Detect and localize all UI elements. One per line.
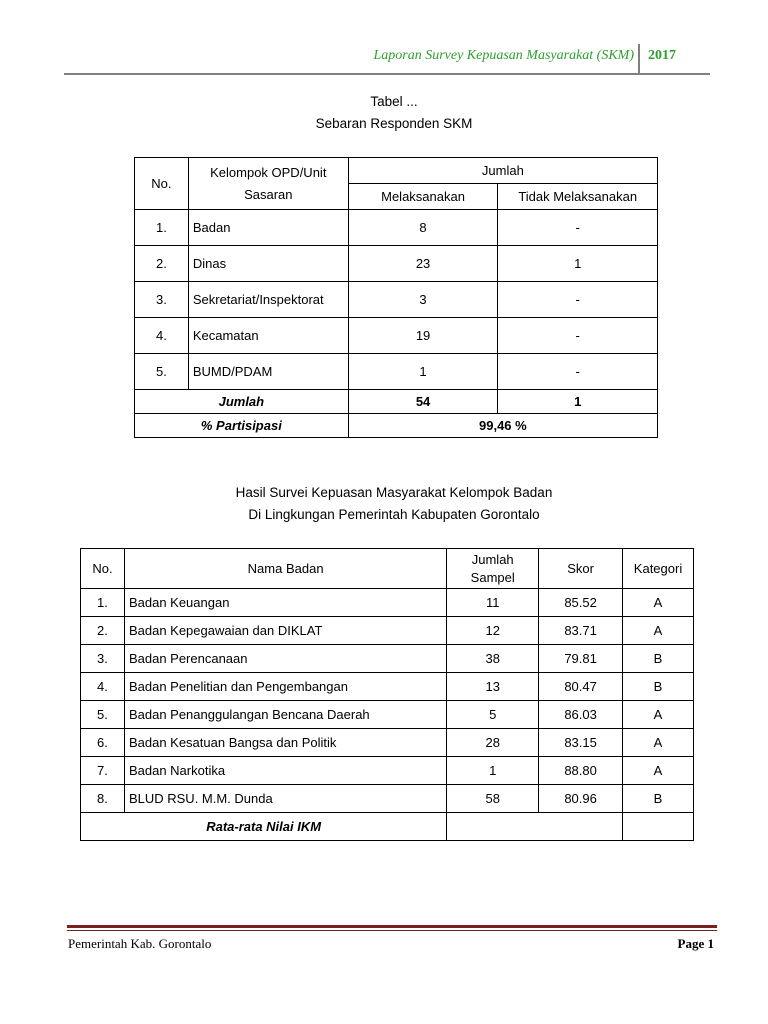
table-row [81, 757, 694, 785]
t2-skor: 80.47 [539, 673, 623, 701]
t1-total-label: Jumlah [135, 390, 349, 414]
t1-tidak: - [498, 318, 658, 354]
t2-skor: 79.81 [539, 645, 623, 673]
t2-sampel: 28 [447, 729, 539, 757]
table-row [81, 673, 694, 701]
t1-melaksanakan: 3 [348, 282, 498, 318]
t2-rata-label: Rata-rata Nilai IKM [81, 813, 447, 841]
t1-no: 1. [135, 210, 189, 246]
t2-sampel: 1 [447, 757, 539, 785]
t1-header-group: Kelompok OPD/Unit Sasaran [188, 158, 348, 210]
t1-partisipasi-value: 99,46 % [348, 414, 657, 438]
t1-melaksanakan: 19 [348, 318, 498, 354]
t2-kategori: B [623, 785, 694, 813]
t1-total-tidak: 1 [498, 390, 658, 414]
footer-page-number: Page 1 [677, 936, 714, 951]
t1-name: BUMD/PDAM [188, 354, 348, 390]
table2-caption-line1: Hasil Survei Kepuasan Masyarakat Kelompok Badan [235, 485, 553, 500]
header-rule [64, 73, 710, 75]
t2-sampel: 38 [447, 645, 539, 673]
t2-header-no: No. [81, 549, 125, 589]
t1-tidak: - [498, 354, 658, 390]
t1-tidak: - [498, 282, 658, 318]
t2-no: 4. [81, 673, 125, 701]
table-row [135, 318, 658, 354]
t1-no: 4. [135, 318, 189, 354]
t2-skor: 85.52 [539, 589, 623, 617]
table1-caption-line1: Tabel ... [370, 94, 418, 109]
t2-sampel: 13 [447, 673, 539, 701]
t1-tidak: 1 [498, 246, 658, 282]
t2-skor: 83.15 [539, 729, 623, 757]
t2-name: Badan Keuangan [124, 589, 446, 617]
footer-rule [67, 925, 717, 928]
t1-name: Kecamatan [188, 318, 348, 354]
t2-rata-value [447, 813, 623, 841]
t1-no: 5. [135, 354, 189, 390]
t2-header-skor: Skor [539, 549, 623, 589]
t2-kategori: B [623, 645, 694, 673]
table1-caption-line2: Sebaran Responden SKM [315, 116, 473, 131]
t1-melaksanakan: 1 [348, 354, 498, 390]
t2-skor: 88.80 [539, 757, 623, 785]
table-row [135, 354, 658, 390]
t2-kategori: A [623, 589, 694, 617]
t2-no: 1. [81, 589, 125, 617]
t2-header-sampel: Jumlah Sampel [447, 549, 539, 589]
t2-name: Badan Kepegawaian dan DIKLAT [124, 617, 446, 645]
table-row [135, 210, 658, 246]
t1-header-no: No. [135, 158, 189, 210]
t1-tidak: - [498, 210, 658, 246]
t1-no: 3. [135, 282, 189, 318]
t2-header-name: Nama Badan [124, 549, 446, 589]
t2-rata-kategori [623, 813, 694, 841]
t2-sampel: 58 [447, 785, 539, 813]
t2-no: 6. [81, 729, 125, 757]
table-row [81, 701, 694, 729]
t2-sampel: 5 [447, 701, 539, 729]
t2-skor: 86.03 [539, 701, 623, 729]
t2-header-kategori: Kategori [623, 549, 694, 589]
t2-no: 3. [81, 645, 125, 673]
t2-no: 7. [81, 757, 125, 785]
t1-name: Dinas [188, 246, 348, 282]
t2-name: Badan Penanggulangan Bencana Daerah [124, 701, 446, 729]
header-divider [638, 44, 640, 74]
table-row [81, 589, 694, 617]
table-row [81, 617, 694, 645]
header-title: Laporan Survey Kepuasan Masyarakat (SKM) [373, 48, 634, 63]
header-year: 2017 [648, 48, 676, 63]
t2-kategori: A [623, 729, 694, 757]
t2-kategori: A [623, 757, 694, 785]
t1-header-jumlah: Jumlah [348, 158, 657, 184]
t1-header-tidak: Tidak Melaksanakan [498, 184, 658, 210]
footer-organization: Pemerintah Kab. Gorontalo [68, 936, 212, 951]
t1-name: Sekretariat/Inspektorat [188, 282, 348, 318]
t1-no: 2. [135, 246, 189, 282]
badan-survey-table [80, 548, 694, 841]
respondent-table [134, 157, 658, 438]
table-row [135, 282, 658, 318]
t1-melaksanakan: 8 [348, 210, 498, 246]
t1-melaksanakan: 23 [348, 246, 498, 282]
t1-name: Badan [188, 210, 348, 246]
t2-no: 8. [81, 785, 125, 813]
t2-kategori: B [623, 673, 694, 701]
t1-total-melaksanakan: 54 [348, 390, 498, 414]
footer-rule-thin [67, 930, 717, 931]
table2-caption-line2: Di Lingkungan Pemerintah Kabupaten Gorontalo [248, 507, 540, 522]
table-row [81, 729, 694, 757]
t2-sampel: 11 [447, 589, 539, 617]
t2-no: 5. [81, 701, 125, 729]
table-row [81, 645, 694, 673]
t2-name: Badan Kesatuan Bangsa dan Politik [124, 729, 446, 757]
t2-name: Badan Penelitian dan Pengembangan [124, 673, 446, 701]
t2-no: 2. [81, 617, 125, 645]
t1-partisipasi-label: % Partisipasi [135, 414, 349, 438]
t2-name: Badan Narkotika [124, 757, 446, 785]
t2-kategori: A [623, 701, 694, 729]
t2-skor: 80.96 [539, 785, 623, 813]
t2-kategori: A [623, 617, 694, 645]
t2-name: Badan Perencanaan [124, 645, 446, 673]
table-row [81, 785, 694, 813]
t2-sampel: 12 [447, 617, 539, 645]
t2-name: BLUD RSU. M.M. Dunda [124, 785, 446, 813]
table-row [135, 246, 658, 282]
t2-skor: 83.71 [539, 617, 623, 645]
t1-header-melaksanakan: Melaksanakan [348, 184, 498, 210]
